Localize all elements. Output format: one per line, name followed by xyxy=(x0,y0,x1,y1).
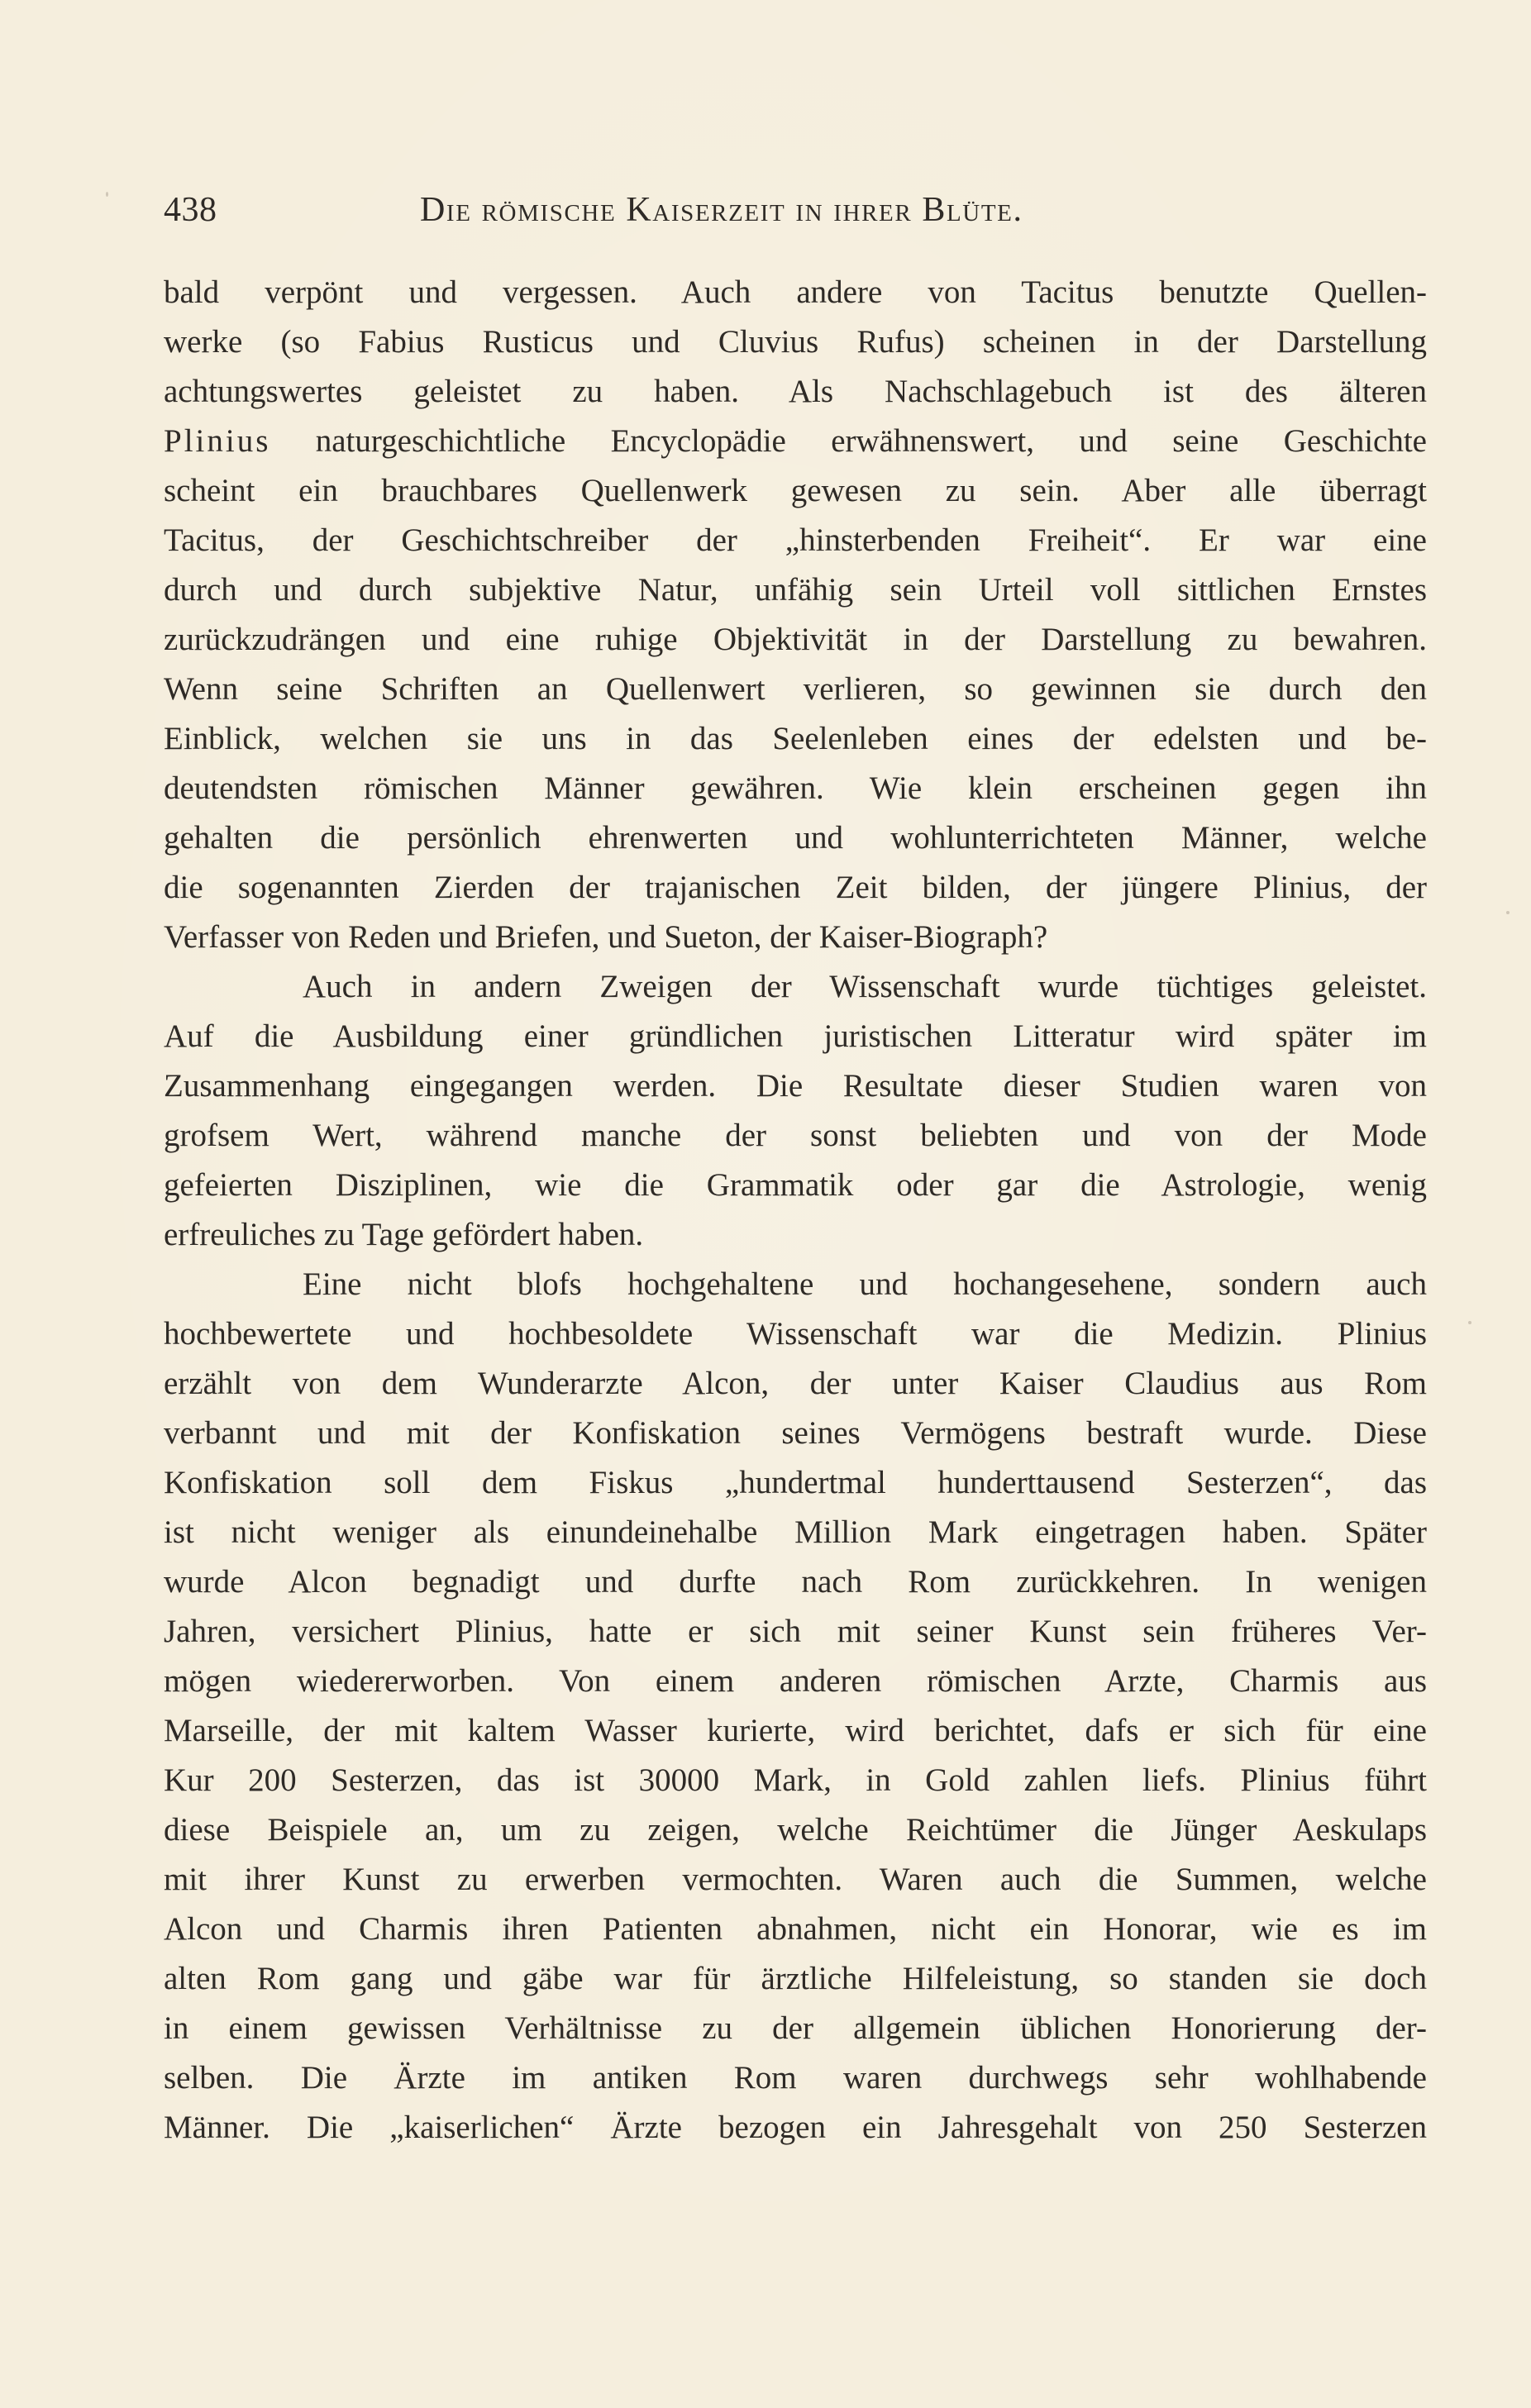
text-line: Eine nicht blofs hochgehaltene und hochangesehene, sondern auch xyxy=(303,1266,1427,1302)
text-line: selben. Die Ärzte im antiken Rom waren durchwegs sehr wohlhabende xyxy=(164,2060,1427,2096)
text-line: Wenn seine Schriften an Quellenwert verlieren, so gewinnen sie durch den xyxy=(164,671,1427,707)
text-line: werke (so Fabius Rusticus und Cluvius Rufus) scheinen in der Darstellung xyxy=(164,324,1427,360)
text-line: Auf die Ausbildung einer gründlichen juristischen Litteratur wird später im xyxy=(164,1018,1427,1054)
text-line: in einem gewissen Verhältnisse zu der allgemein üblichen Honorierung der- xyxy=(164,2010,1427,2046)
text-line: Tacitus, der Geschichtschreiber der „hinsterbenden Freiheit“. Er war eine xyxy=(164,522,1427,558)
text-line: hochbewertete und hochbesoldete Wissenschaft war die Medizin. Plinius xyxy=(164,1316,1427,1352)
text-line: erfreuliches zu Tage gefördert haben. xyxy=(164,1217,644,1252)
body-text xyxy=(164,268,1427,2153)
text-line: durch und durch subjektive Natur, unfähig sein Urteil voll sittlichen Ernstes xyxy=(164,572,1427,608)
text-line: Einblick, welchen sie uns in das Seelenleben eines der edelsten und be- xyxy=(164,721,1427,756)
text-line: Auch in andern Zweigen der Wissenschaft wurde tüchtiges geleistet. xyxy=(303,969,1427,1004)
page-number: 438 xyxy=(164,191,217,229)
text-line: erzählt von dem Wunderarzte Alcon, der unter Kaiser Claudius aus Rom xyxy=(164,1366,1427,1401)
text-line: bald verpönt und vergessen. Auch andere von Tacitus benutzte Quellen- xyxy=(164,274,1427,310)
text-line: Verfasser von Reden und Briefen, und Sueton, der Kaiser-Biograph? xyxy=(164,919,1048,955)
text-line: wurde Alcon begnadigt und durfte nach Rom zurückkehren. In wenigen xyxy=(164,1564,1427,1600)
text-line: diese Beispiele an, um zu zeigen, welche Reichtümer die Jünger Aeskulaps xyxy=(164,1812,1427,1848)
paper-speck xyxy=(106,192,108,197)
text-line: Männer. Die „kaiserlichen“ Ärzte bezogen ein Jahresgehalt von 250 Sesterzen xyxy=(164,2110,1427,2145)
text-line: alten Rom gang und gäbe war für ärztliche Hilfeleistung, so standen sie doch xyxy=(164,1961,1427,1996)
text-line: Marseille, der mit kaltem Wasser kurierte, wird berichtet, dafs er sich für eine xyxy=(164,1713,1427,1748)
text-line: mögen wiedererworben. Von einem anderen römischen Arzte, Charmis aus xyxy=(164,1663,1427,1699)
text-line: zurückzudrängen und eine ruhige Objektivität in der Darstellung zu bewahren. xyxy=(164,622,1427,657)
text-line: Konfiskation soll dem Fiskus „hundertmal hunderttausend Sesterzen“, das xyxy=(164,1465,1427,1500)
text-line: mit ihrer Kunst zu erwerben vermochten. Waren auch die Summen, welche xyxy=(164,1862,1427,1897)
spaced-name: Plinius xyxy=(164,423,271,459)
text-line: gehalten die persönlich ehrenwerten und wohlunterrichteten Männer, welche xyxy=(164,820,1427,856)
text-line: achtungswertes geleistet zu haben. Als Nachschlagebuch ist des älteren xyxy=(164,374,1427,409)
text-line: Jahren, versichert Plinius, hatte er sich mit seiner Kunst sein früheres Ver- xyxy=(164,1614,1427,1649)
paper-speck xyxy=(1506,911,1510,914)
text-line: die sogenannten Zierden der trajanischen Zeit bilden, der jüngere Plinius, der xyxy=(164,870,1427,905)
text-line: Kur 200 Sesterzen, das ist 30000 Mark, in Gold zahlen liefs. Plinius führt xyxy=(164,1762,1427,1798)
text-line: Zusammenhang eingegangen werden. Die Resultate dieser Studien waren von xyxy=(164,1068,1427,1104)
running-head: Die römische Kaiserzeit in ihrer Blüte. xyxy=(420,191,1023,229)
text-line: gefeierten Disziplinen, wie die Grammatik oder gar die Astrologie, wenig xyxy=(164,1167,1427,1203)
text-line: scheint ein brauchbares Quellenwerk gewesen zu sein. Aber alle überragt xyxy=(164,473,1427,508)
text-line: Alcon und Charmis ihren Patienten abnahmen, nicht ein Honorar, wie es im xyxy=(164,1911,1427,1947)
text-line: verbannt und mit der Konfiskation seines Vermögens bestraft wurde. Diese xyxy=(164,1415,1427,1451)
paper-speck xyxy=(1468,1321,1471,1324)
text-line: ist nicht weniger als einundeinehalbe Million Mark eingetragen haben. Später xyxy=(164,1514,1427,1550)
text-line: Plinius naturgeschichtliche Encyclopädie erwähnenswert, und seine Geschichte xyxy=(164,423,1427,459)
text-line: grofsem Wert, während manche der sonst beliebten und von der Mode xyxy=(164,1118,1427,1153)
page-header xyxy=(164,185,1427,235)
text-line: deutendsten römischen Männer gewähren. Wie klein erscheinen gegen ihn xyxy=(164,770,1427,806)
